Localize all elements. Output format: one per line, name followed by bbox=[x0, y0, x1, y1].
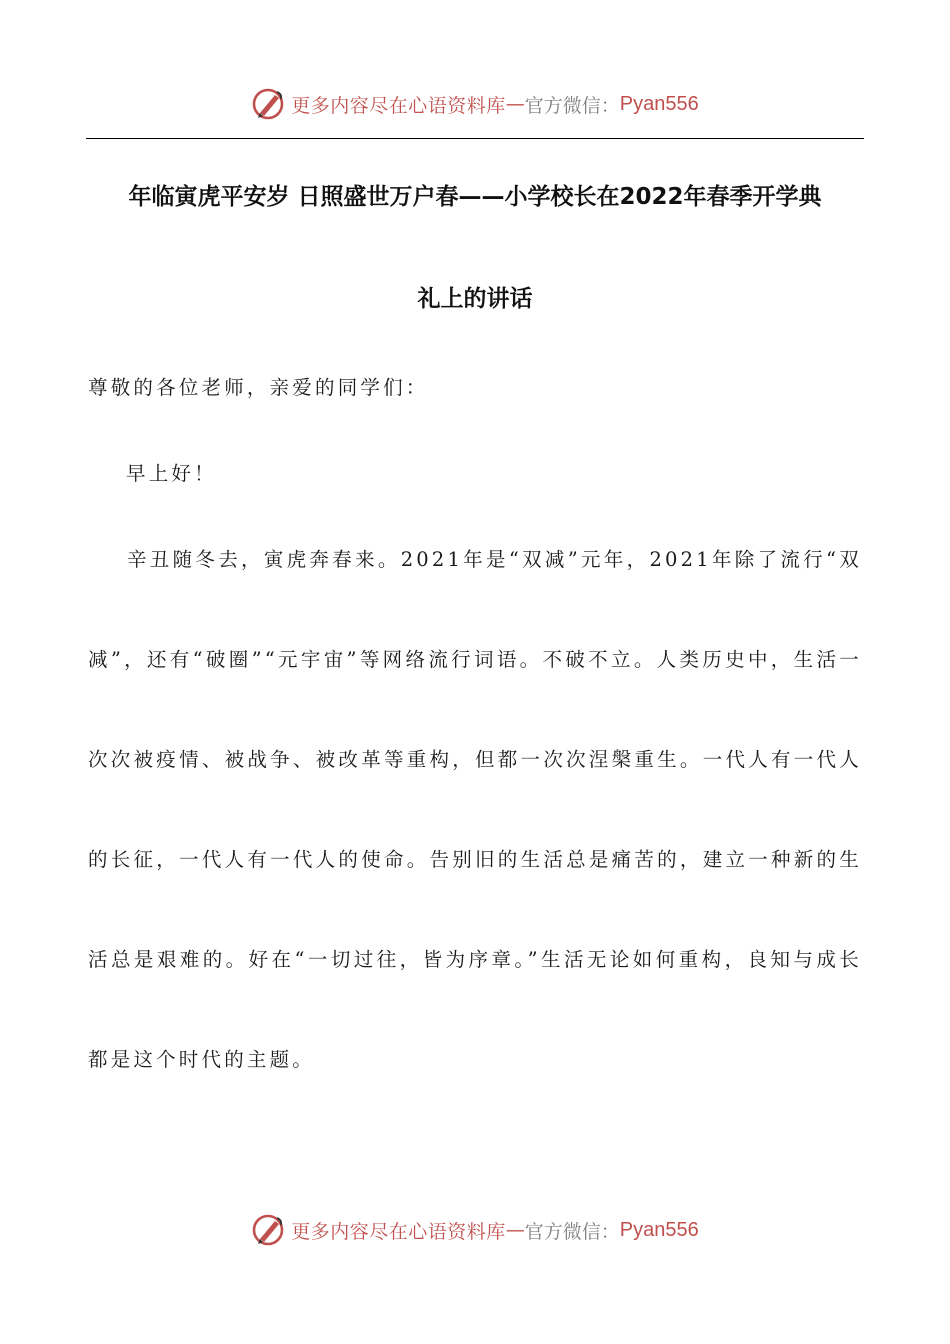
header-banner bbox=[0, 82, 950, 126]
wechat-label: 官方微信： bbox=[524, 1220, 620, 1243]
banner-separator: — bbox=[505, 1219, 525, 1241]
banner-text: 更多内容尽在心语资料库 bbox=[291, 94, 506, 117]
banner-separator: — bbox=[505, 93, 525, 115]
pen-logo-icon bbox=[251, 86, 287, 122]
wechat-id: Pyan556 bbox=[619, 92, 699, 115]
document-title-line1: 年临寅虎平安岁 日照盛世万户春——小学校长在2022年春季开学典 bbox=[128, 184, 822, 210]
footer-banner bbox=[0, 1208, 950, 1252]
body-paragraph: 辛丑随冬去，寅虎奔春来。2021年是“双减”元年，2021年除了流行“双减”，还有“破圈”“元宇宙”等网络流行词语。不破不立。人类历史中，生活一次次被疫情、被战争、被改革等重构，但都一次次涅槃重生。一代人有一代人的长征，一代人有一代人的使命。告别旧的生活总是痛苦的，建立一种新的生活总是艰难的。好在“一切过往，皆为序章。”生活无论如何重构，良知与成长都是这个时代的主题。 bbox=[88, 548, 862, 1071]
header-divider bbox=[86, 138, 864, 139]
pen-logo-icon bbox=[251, 1212, 287, 1248]
wechat-label: 官方微信： bbox=[524, 94, 620, 117]
greeting: 早上好！ bbox=[126, 462, 217, 485]
banner-text: 更多内容尽在心语资料库 bbox=[291, 1220, 506, 1243]
wechat-id: Pyan556 bbox=[619, 1218, 699, 1241]
salutation: 尊敬的各位老师，亲爱的同学们： bbox=[88, 376, 429, 399]
document-title-line2: 礼上的讲话 bbox=[417, 286, 533, 312]
